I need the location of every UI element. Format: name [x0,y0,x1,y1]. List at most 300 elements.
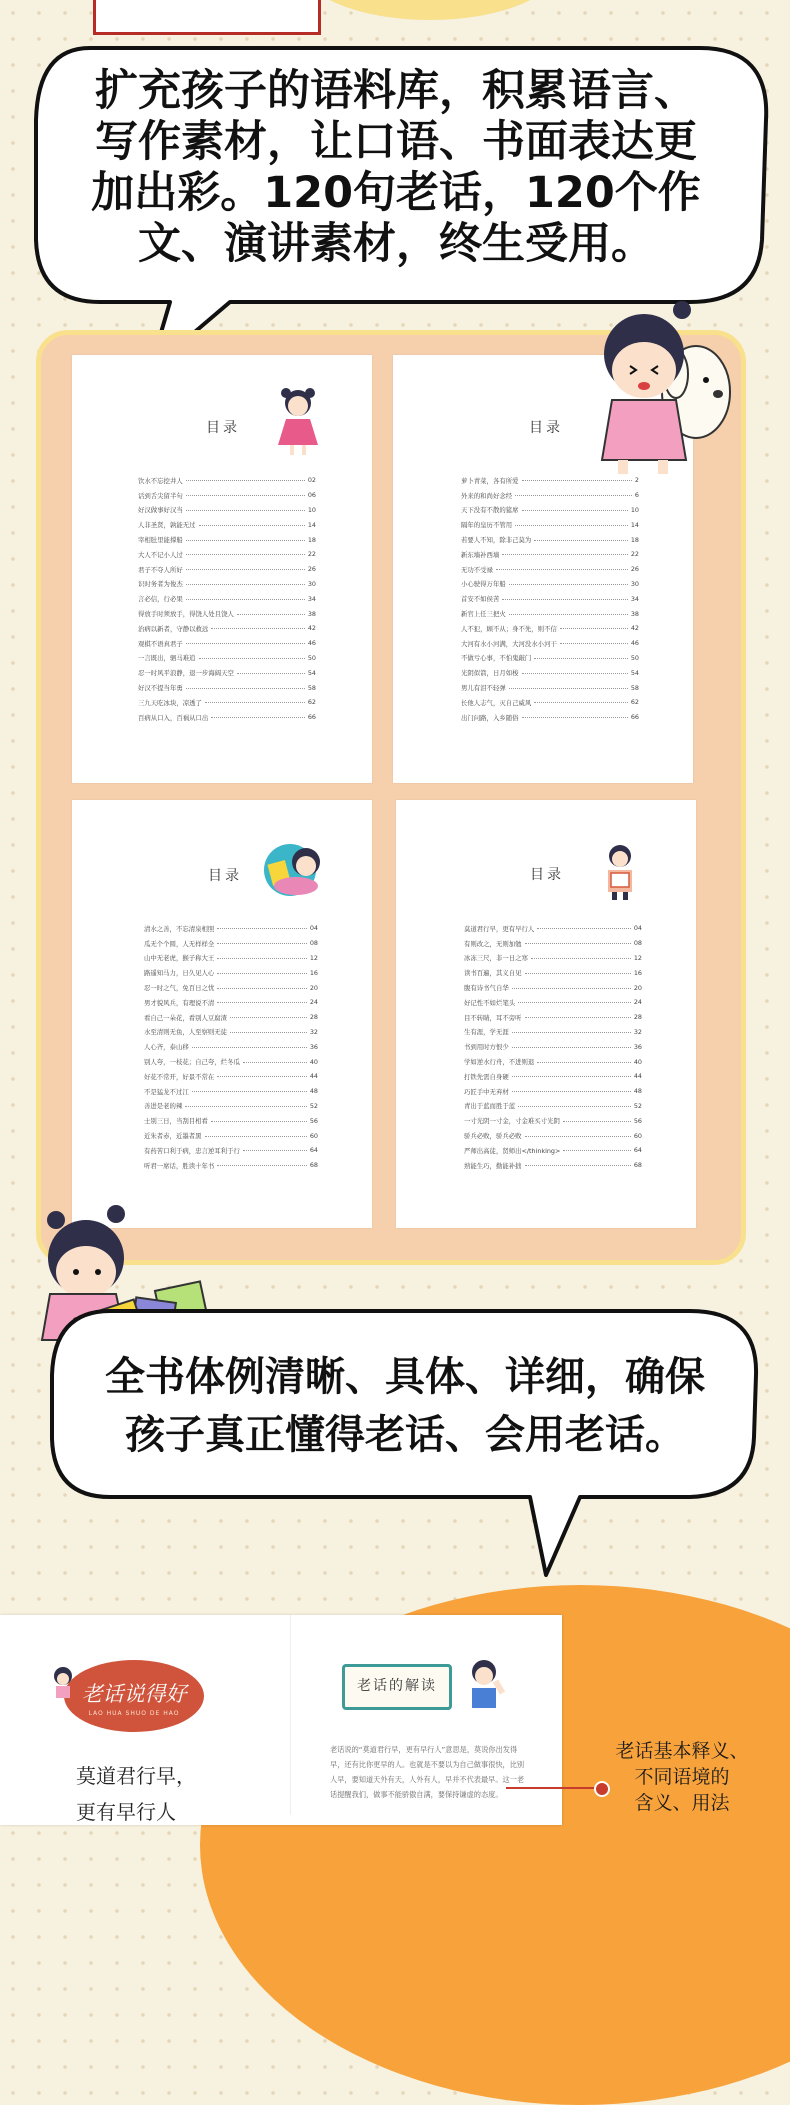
toc-entry-title: 无功不受禄 [461,565,493,574]
top-callout-text [46,66,746,270]
toc-list [464,921,642,1173]
toc-entry-page: 38 [630,609,639,618]
toc-entry-title: 三九天吃冰块，凉透了 [138,698,202,707]
toc-dots [525,1135,631,1137]
toc-entry [464,1158,642,1173]
toc-entry-page: 42 [630,624,639,633]
toc-entry-title: 萝卜青菜，各有所爱 [461,476,519,485]
toc-dots [537,927,631,929]
toc-entry [144,1099,318,1114]
toc-entry-title: 言必信，行必果 [138,595,183,604]
toc-dots [186,598,305,600]
toc-dots [525,942,631,944]
toc-entry-page: 44 [633,1072,642,1081]
toc-entry-page: 04 [309,924,318,933]
toc-entry-page: 32 [309,1027,318,1036]
toc-entry [138,710,316,725]
toc-entry [144,1143,318,1158]
toc-entry [138,591,316,606]
toc-entry [144,980,318,995]
toc-dots [509,613,628,615]
toc-entry-title: 忍一时风平浪静，退一步海阔天空 [138,669,234,678]
toc-entry-title: 生有涯，学无涯 [464,1028,509,1037]
toc-title: 目录 [529,420,563,436]
toc-entry-page: 68 [309,1161,318,1170]
toc-entry-page: 52 [633,1101,642,1110]
toc-dots [186,494,305,496]
toc-dots [502,598,628,600]
toc-entry-title: 治病以新者，守静以救远 [138,624,209,633]
toc-dots [211,627,305,629]
toc-entry [144,1010,318,1025]
toc-entry-title: 观棋不语真君子 [138,639,183,648]
toc-entry-page: 10 [630,505,639,514]
toc-entry-title: 小心驶得万年船 [461,580,506,589]
toc-page-1 [72,355,372,783]
toc-dots [237,672,305,674]
toc-entry-title: 人心齐，泰山移 [144,1043,189,1052]
toc-entry [138,621,316,636]
toc-entry [461,710,639,725]
toc-entry [144,951,318,966]
toc-entry-page: 46 [630,639,639,648]
toc-entry-page: 20 [633,983,642,992]
toc-dots [534,657,628,659]
toc-entry-title: 人不犯，顾不从；身不先，则不信 [461,624,557,633]
toc-entry-title: 忍一时之气，免百日之忧 [144,984,215,993]
toc-dots [515,524,628,526]
toc-entry-title: 书到用时方恨少 [464,1043,509,1052]
toc-title: 目录 [206,420,240,436]
toc-dots [512,1075,631,1077]
toc-entry-page: 36 [309,1042,318,1051]
toc-dots [509,583,628,585]
toc-dots [560,642,628,644]
toc-entry-page: 28 [309,1013,318,1022]
book-title-text: 老话说得好 [81,1682,187,1706]
toc-dots [502,553,628,555]
toc-entry-title: 外来的和尚好念经 [461,491,513,500]
toc-entry [138,606,316,621]
top-yellow-shape [300,0,560,20]
toc-dots [518,1105,631,1107]
quote-line: 莫道君行早， [76,1764,196,1788]
toc-page-3 [72,800,372,1228]
toc-entry-page: 24 [633,998,642,1007]
toc-entry-page: 04 [633,924,642,933]
toc-entry-title: 善进是老的辣 [144,1102,183,1111]
toc-entry [138,636,316,651]
toc-entry-page: 26 [307,565,316,574]
toc-entry-page: 54 [630,668,639,677]
toc-entry-page: 30 [630,579,639,588]
toc-entry [138,562,316,577]
toc-entry-page: 56 [309,1116,318,1125]
toc-entry-title: 百病从口入，百祸从口出 [138,713,209,722]
toc-entry [138,488,316,503]
toc-entry-title: 一寸光阴一寸金，寸金难买寸光阴 [464,1117,560,1126]
toc-entry-page: 26 [630,565,639,574]
toc-dots [186,687,305,689]
toc-list [461,473,639,725]
toc-entry-title: 一言既出，驷马难追 [138,654,196,663]
toc-entry [464,1025,642,1040]
middle-callout-line: 孩子真正懂得老话、会用老话。 [125,1412,685,1458]
toc-dots [205,701,305,703]
toc-entry [461,680,639,695]
toc-entry-title: 熟能生巧，勤能补拙 [464,1161,522,1170]
toc-entry [461,606,639,621]
toc-dots [522,716,628,718]
toc-entry-title: 君子不夺人所好 [138,565,183,574]
toc-entry-page: 32 [633,1027,642,1036]
toc-entry-title: 水至清则无鱼，人至察则无徒 [144,1028,228,1037]
toc-dots [186,509,305,511]
toc-entry [461,665,639,680]
toc-entry-page: 48 [633,1087,642,1096]
toc-entry-title: 目不转睛，耳不旁听 [464,1013,522,1022]
toc-entry-page: 38 [307,609,316,618]
toc-dots [525,972,631,974]
toc-entry [461,517,639,532]
top-frame-remnant [93,0,321,35]
toc-entry-page: 48 [309,1087,318,1096]
toc-entry [144,1158,318,1173]
toc-entry-page: 2 [634,476,639,485]
toc-entry [461,695,639,710]
toc-entry [461,636,639,651]
toc-entry [144,1084,318,1099]
toc-dots [509,687,628,689]
toc-entry-page: 14 [307,520,316,529]
toc-entry [138,532,316,547]
toc-dots [522,672,628,674]
toc-entry-title: 长他人志气，灭自己威风 [461,698,532,707]
book-title-pinyin: LAO HUA SHUO DE HAO [88,1710,180,1717]
toc-entry-page: 20 [309,983,318,992]
toc-entry-page: 62 [630,698,639,707]
toc-entry-page: 08 [633,939,642,948]
toc-entry [138,503,316,518]
toc-entry-page: 10 [307,505,316,514]
toc-dots [230,1016,307,1018]
toc-entry-page: 42 [307,624,316,633]
toc-dots [534,701,628,703]
toc-entry-title: 看自己一朵花，看别人豆腐渣 [144,1013,228,1022]
toc-entry-title: 瓜无个个圆，人无样样全 [144,939,215,948]
toc-dots [537,1061,631,1063]
toc-dots [186,642,305,644]
toc-entry-title: 话到舌尖留半句 [138,491,183,500]
toc-dots [237,613,305,615]
book-spine-divider [290,1615,291,1815]
toc-entry-page: 54 [307,668,316,677]
toc-entry-title: 男才貌风兵，有理说不清 [144,998,215,1007]
toc-entry-title: 近朱者赤，近墨者黑 [144,1132,202,1141]
toc-entry-page: 16 [633,968,642,977]
toc-entry-title: 人非圣贤，孰能无过 [138,521,196,530]
toc-entry-title: 巧匠手中无弃材 [464,1087,509,1096]
toc-entry-title: 不做亏心事，不怕鬼敲门 [461,654,532,663]
toc-dots [243,1061,307,1063]
toc-entry-title: 莫道君行早，更有早行人 [464,924,535,933]
toc-entry [144,1054,318,1069]
toc-entry [464,1010,642,1025]
toc-entry-title: 有药苦口利于病，忠言逆耳利于行 [144,1146,240,1155]
toc-entry [461,488,639,503]
toc-entry-page: 44 [309,1072,318,1081]
toc-entry [464,1069,642,1084]
top-callout-line: 写作素材，让口语、书面表达更 [95,117,697,167]
toc-list [138,473,316,725]
toc-entry-title: 路遥知马力，日久见人心 [144,969,215,978]
toc-dots [230,1031,307,1033]
toc-entry-page: 24 [309,998,318,1007]
toc-entry-page: 46 [307,639,316,648]
toc-entry-page: 66 [630,713,639,722]
toc-entry [464,936,642,951]
toc-entry [464,965,642,980]
toc-entry [144,921,318,936]
explanation-scroll-title: 老话的解读 [357,1678,437,1694]
toc-dots [217,942,307,944]
toc-entry-page: 52 [309,1101,318,1110]
toc-dots [525,1016,631,1018]
toc-entry-title: 若要人不知，除非己莫为 [461,536,532,545]
toc-entry-page: 58 [307,683,316,692]
toc-entry [464,980,642,995]
toc-dots [243,1149,307,1151]
toc-entry [138,547,316,562]
annotation-line: 含义、用法 [634,1792,730,1814]
annotation-connector-line [506,1787,601,1789]
toc-dots [560,627,628,629]
toc-entry [138,473,316,488]
toc-list [144,921,318,1173]
annotation-line: 老话基本释义、 [615,1740,749,1762]
toc-entry-title: 别人夸，一枝花；自己夸，烂冬瓜 [144,1058,240,1067]
toc-entry [464,1084,642,1099]
toc-entry [464,1054,642,1069]
toc-entry-title: 清水之善，不忘清泉相照 [144,924,215,933]
toc-entry-page: 64 [309,1146,318,1155]
toc-entry-title: 听君一席话，胜读十年书 [144,1161,215,1170]
toc-entry-page: 14 [630,520,639,529]
toc-entry-title: 首安不如侯苦 [461,595,500,604]
toc-dots [185,1105,307,1107]
toc-dots [522,509,628,511]
toc-entry-page: 6 [634,491,639,500]
girl-dress-illustration [272,385,324,457]
toc-entry-title: 腹有诗书气自华 [464,984,509,993]
explanation-body-text: 老话说的“莫道君行早，更有早行人”意思是，莫说你出发得早，还有比你更早的人。也就是不要以为自己做事很快，比别人早，要知道天外有天，人外有人，早并不代表最早。这一老话提醒我们，做事不能骄傲自满，要保持谦虚的态度。 [330,1745,525,1799]
toc-dots [563,1149,631,1151]
toc-entry [144,1069,318,1084]
toc-entry-title: 冰冻三尺，非一日之寒 [464,954,528,963]
toc-entry [461,547,639,562]
toc-entry-title: 新东墙补西墙 [461,550,500,559]
toc-dots [217,1164,307,1166]
toc-entry-page: 22 [630,550,639,559]
boy-certificate-illustration [600,842,640,902]
toc-entry [144,936,318,951]
toc-dots [199,657,305,659]
toc-entry [461,621,639,636]
toc-dots [199,524,305,526]
toc-entry-title: 青出于蓝而胜于蓝 [464,1102,516,1111]
toc-dots [512,987,631,989]
toc-entry-title: 严师出高徒，贤师出</thinking> [464,1146,561,1155]
toc-title: 目录 [208,868,242,884]
toc-entry-title: 有则改之，无则加勉 [464,939,522,948]
toc-entry-title: 光阴似箭，日月如梭 [461,669,519,678]
toc-entry-title: 好花不常开，好景不常在 [144,1072,215,1081]
toc-dots [512,1090,631,1092]
toc-dots [217,1001,307,1003]
toc-entry-title: 隔年的皇历不管用 [461,521,513,530]
toc-dots [217,927,307,929]
toc-entry-title: 山中无老虎，猴子称大王 [144,954,215,963]
toc-entry-page: 40 [633,1057,642,1066]
toc-dots [217,972,307,974]
toc-entry-page: 12 [633,953,642,962]
top-callout-line: 扩充孩子的语料库，积累语言、 [95,66,697,116]
toc-entry-title: 出门问路，入乡随俗 [461,713,519,722]
toc-entry-page: 58 [630,683,639,692]
toc-entry-title: 饮水不忘挖井人 [138,476,183,485]
toc-dots [186,539,305,541]
toc-entry-page: 50 [630,653,639,662]
toc-entry-page: 34 [630,594,639,603]
toc-dots [186,568,305,570]
middle-callout-text [60,1348,750,1464]
toc-dots [518,1001,631,1003]
toc-entry [461,591,639,606]
toc-dots [192,1090,307,1092]
toc-entry-title: 大河有水小河满，大河没水小河干 [461,639,557,648]
toc-entry-page: 18 [630,535,639,544]
toc-entry [138,695,316,710]
toc-dots [211,716,305,718]
toc-entry-page: 66 [307,713,316,722]
toc-entry [464,921,642,936]
toc-entry-page: 36 [633,1042,642,1051]
toc-entry [138,651,316,666]
toc-dots [525,1164,631,1166]
toc-entry [461,532,639,547]
toc-entry-page: 60 [633,1131,642,1140]
toc-entry [464,1099,642,1114]
toc-entry-page: 16 [309,968,318,977]
toc-dots [217,1075,307,1077]
toc-entry-page: 62 [307,698,316,707]
toc-entry [464,1143,642,1158]
quote-line: 更有早行人 [76,1800,176,1824]
toc-entry-page: 28 [633,1013,642,1022]
quote-text [76,1758,196,1830]
toc-dots [186,553,305,555]
toc-dots [217,987,307,989]
toc-entry-page: 68 [633,1161,642,1170]
toc-entry-title: 天下没有不散的筵席 [461,506,519,515]
toc-entry-page: 06 [307,491,316,500]
toc-entry-page: 60 [309,1131,318,1140]
toc-entry-page: 08 [309,939,318,948]
toc-dots [534,539,628,541]
toc-entry-page: 40 [309,1057,318,1066]
toc-title: 目录 [530,867,564,883]
toc-entry-page: 34 [307,594,316,603]
toc-dots [563,1120,631,1122]
toc-entry [461,562,639,577]
toc-entry [464,995,642,1010]
toc-entry-title: 好汉不提当年勇 [138,684,183,693]
toc-dots [186,479,305,481]
girl-hugging-dog-illustration [578,282,738,485]
toc-entry [144,1025,318,1040]
annotation-line: 不同语境的 [634,1766,730,1788]
toc-entry [464,951,642,966]
toc-entry-title: 好记性不如烂笔头 [464,998,516,1007]
toc-entry-page: 30 [307,579,316,588]
toc-entry-title: 打铁先需自身硬 [464,1072,509,1081]
toc-dots [205,1135,307,1137]
top-callout-line: 文、演讲素材，终生受用。 [138,219,654,269]
toc-entry-title: 不是猛龙不过江 [144,1087,189,1096]
toc-entry [144,1128,318,1143]
toc-dots [512,1031,631,1033]
toc-entry-title: 宰相肚里能撑船 [138,536,183,545]
toc-dots [217,957,307,959]
toc-entry [461,577,639,592]
toc-entry [144,1039,318,1054]
toc-entry-title: 好汉做事好汉当 [138,506,183,515]
annotation-text [592,1738,772,1816]
toc-dots [515,494,632,496]
toc-entry [464,1039,642,1054]
toc-dots [192,1046,307,1048]
toc-entry-title: 士别三日，当刮目相看 [144,1117,208,1126]
toc-dots [211,1120,307,1122]
toc-dots [186,583,305,585]
toc-entry-title: 新官上任三把火 [461,610,506,619]
toc-entry-title: 得放手时须放手，得饶人处且饶人 [138,610,234,619]
toc-dots [512,1046,631,1048]
toc-entry-title: 男儿有泪不轻弹 [461,684,506,693]
toc-entry-page: 22 [307,550,316,559]
top-callout-line: 加出彩。120句老话，120个作 [91,168,701,218]
toc-entry [464,1113,642,1128]
girl-reading-illustration [262,840,330,900]
toc-entry [144,995,318,1010]
boy-waving-illustration [462,1656,508,1716]
toc-entry-title: 骄兵必败，骄兵必败 [464,1132,522,1141]
toc-entry [461,503,639,518]
toc-dots [496,568,628,570]
toc-entry [138,577,316,592]
toc-entry-title: 识时务者为俊杰 [138,580,183,589]
toc-entry-title: 学如逆水行舟，不进则退 [464,1058,535,1067]
toc-entry [144,965,318,980]
toc-entry [461,651,639,666]
toc-entry [138,665,316,680]
toc-entry [464,1128,642,1143]
toc-entry-page: 02 [307,476,316,485]
toc-entry-title: 读书百遍，其义自见 [464,969,522,978]
toc-entry-page: 64 [633,1146,642,1155]
toc-entry-page: 56 [633,1116,642,1125]
toc-entry [144,1113,318,1128]
